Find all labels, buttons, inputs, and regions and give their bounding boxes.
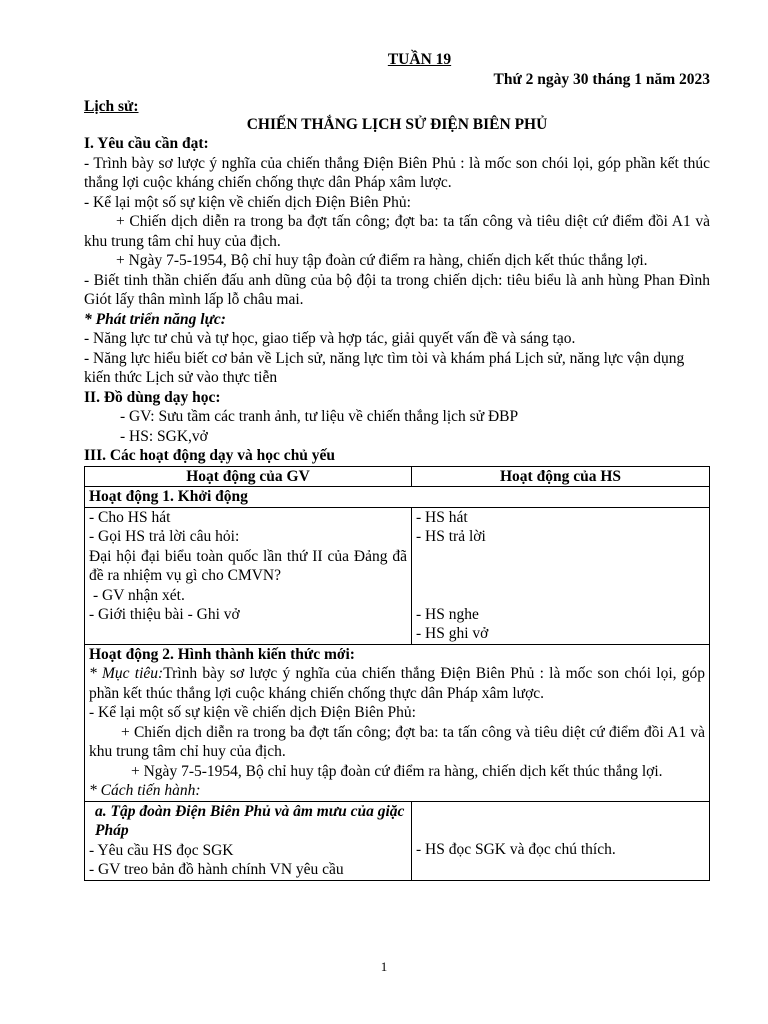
lesson-date: Thứ 2 ngày 30 tháng 1 năm 2023 [493, 70, 710, 88]
hs-step: - HS hát [416, 508, 468, 526]
activity-2-subitem: + Chiến dịch diễn ra trong ba đợt tấn công; đợt ba: ta tấn công và tiêu diệt cứ điểm đồi A1 và khu trung tâm chỉ huy của địch. [89, 723, 705, 760]
gv-step: - GV treo bản đồ hành chính VN yêu cầu [89, 861, 344, 878]
activity-2-cell [85, 644, 710, 801]
goal-text: Trình bày sơ lược ý nghĩa của chiến thắng Điện Biên Phủ : là mốc son chói lọi, góp phần kết thúc thắng lợi cuộc kháng chiến chống thực dân Pháp xâm lược. [89, 665, 705, 702]
gv-step: - Gọi HS trả lời câu hỏi: [89, 528, 240, 545]
objective-item: - Biết tinh thần chiến đấu anh dũng của bộ đội ta trong chiến dịch: tiêu biểu là anh hùng Phan Đình Giót lấy thân mình lấp lỗ châu mai. [84, 271, 710, 308]
gv-step: - Cho HS hát [89, 508, 171, 526]
competency-heading: * Phát triển năng lực: [84, 310, 226, 328]
material-item: - HS: SGK,vở [120, 427, 208, 445]
page-number: 1 [380, 959, 388, 974]
hs-step: - HS nghe [416, 605, 479, 623]
goal-label: * Mục tiêu: [89, 665, 164, 682]
activity-2-subitem: + Ngày 7-5-1954, Bộ chỉ huy tập đoàn cứ điểm ra hàng, chiến dịch kết thúc thắng lợi. [131, 762, 663, 780]
objective-item: - Trình bày sơ lược ý nghĩa của chiến thắng Điện Biên Phủ : là mốc son chói lọi, góp phần kết thúc thắng lợi cuộc kháng chiến chống thực dân Pháp xâm lược. [84, 154, 710, 191]
activity-2-title: Hoạt động 2. Hình thành kiến thức mới: [89, 645, 355, 663]
competency-item: - Năng lực hiểu biết cơ bản về Lịch sử, năng lực tìm tòi và khám phá Lịch sử, năng lực vận dụng kiến thức Lịch sử vào thực tiễn [84, 349, 685, 386]
gv-step: - Yêu cầu HS đọc SGK [89, 841, 234, 859]
activity-1-gv-cell [85, 507, 412, 644]
subject-label: Lịch sử: [84, 98, 139, 115]
gv-step: - Giới thiệu bài - Ghi vở [89, 606, 240, 623]
part-a-hs-cell [412, 801, 710, 880]
lesson-title: CHIẾN THẮNG LỊCH SỬ ĐIỆN BIÊN PHỦ [246, 115, 548, 133]
gv-question: Đại hội đại biểu toàn quốc lần thứ II của Đảng đã đề ra nhiệm vụ gì cho CMVN? [89, 547, 407, 584]
part-a-gv-cell [85, 801, 412, 880]
material-item: - GV: Sưu tầm các tranh ảnh, tư liệu về chiến thắng lịch sử ĐBP [120, 408, 519, 425]
competency-item: - Năng lực tư chủ và tự học, giao tiếp và hợp tác, giải quyết vấn đề và sáng tạo. [84, 330, 576, 347]
activity-1-hs-cell [412, 507, 710, 644]
part-a-title: a. Tập đoàn Điện Biên Phủ và âm mưu của giặc Pháp [95, 802, 405, 839]
activity-2-goal [89, 664, 705, 703]
section-3-heading: III. Các hoạt động dạy và học chủ yếu [84, 447, 336, 464]
hs-step: - HS ghi vở [416, 625, 489, 642]
section-2-heading: II. Đồ dùng dạy học: [84, 388, 221, 406]
week-label: TUẦN 19 [387, 51, 452, 68]
objective-subitem: + Ngày 7-5-1954, Bộ chỉ huy tập đoàn cứ điểm ra hàng, chiến dịch kết thúc thắng lợi. [116, 252, 648, 269]
hs-step: - HS trả lời [416, 528, 486, 545]
activity-1-title: Hoạt động 1. Khởi động [85, 487, 710, 508]
col-header-gv: Hoạt động của GV [85, 466, 412, 487]
document-page [84, 50, 710, 881]
activity-2-item: - Kể lại một số sự kiện về chiến dịch Điện Biên Phủ: [89, 704, 416, 721]
objective-item: - Kể lại một số sự kiện về chiến dịch Điện Biên Phủ: [84, 193, 411, 211]
gv-step: - GV nhận xét. [93, 586, 185, 604]
activities-table [84, 466, 710, 881]
section-1-heading: I. Yêu cầu cần đạt: [84, 135, 209, 152]
hs-step: - HS đọc SGK và đọc chú thích. [416, 840, 616, 858]
col-header-hs: Hoạt động của HS [412, 466, 710, 487]
objective-subitem: + Chiến dịch diễn ra trong ba đợt tấn công; đợt ba: ta tấn công và tiêu diệt cứ điểm đồi A1 và khu trung tâm chỉ huy của địch. [84, 213, 710, 250]
method-label: * Cách tiến hành: [89, 782, 201, 799]
